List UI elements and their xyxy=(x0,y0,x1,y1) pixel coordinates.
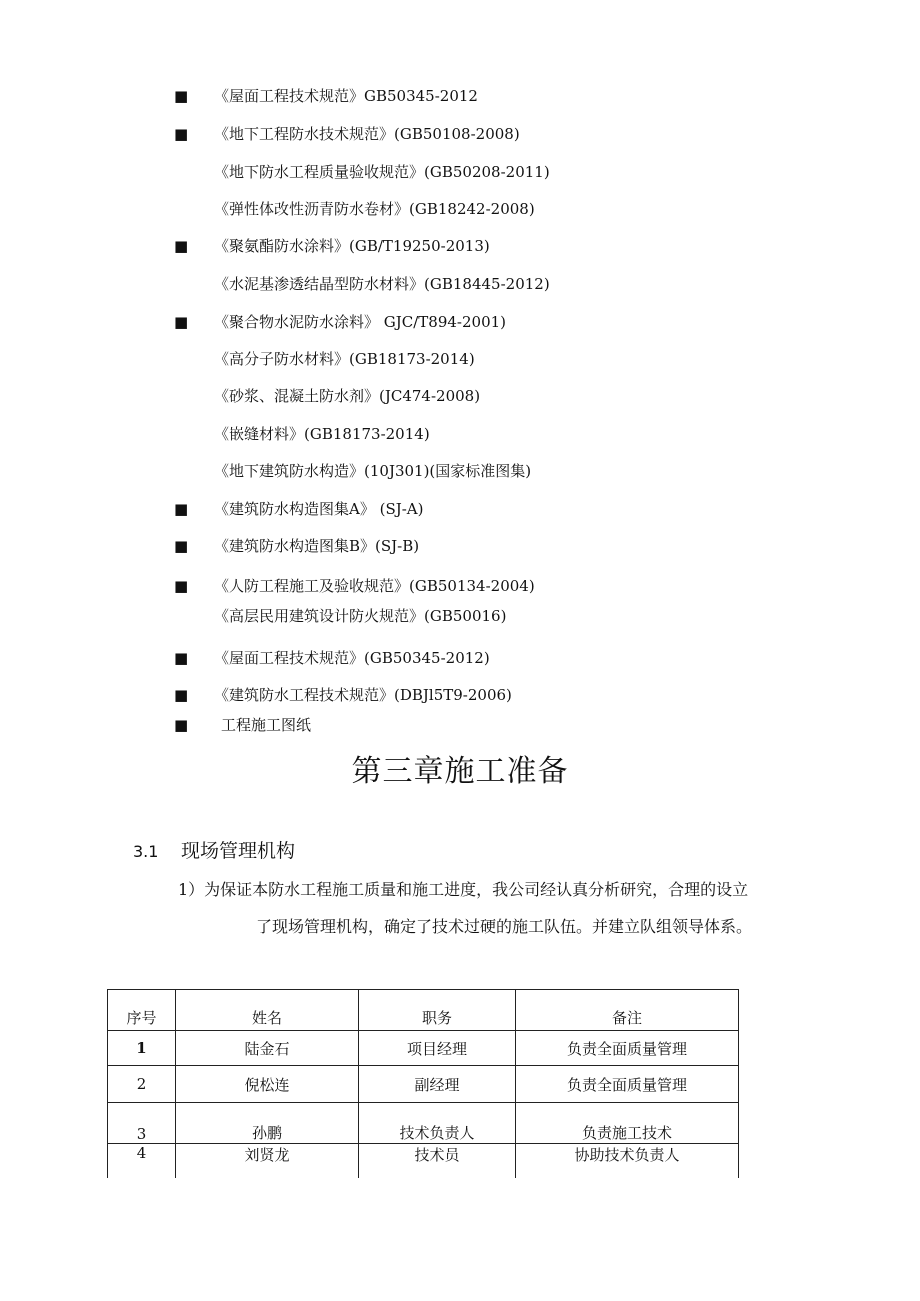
header-cell: 备注 xyxy=(516,990,739,1031)
header-cell: 序号 xyxy=(108,990,176,1031)
bullet-icon: ■ xyxy=(174,716,189,734)
reference-item: 《高层民用建筑设计防火规范》(GB50016) xyxy=(214,607,507,625)
reference-item: 《聚合物水泥防水涂料》 GJC/T894-2001) xyxy=(214,313,507,331)
bullet-icon: ■ xyxy=(174,500,189,518)
reference-item: 《建筑防水工程技术规范》(DBJl5T9-2006) xyxy=(214,686,512,704)
reference-item: 《地下防水工程质量验收规范》(GB50208-2011) xyxy=(214,163,550,181)
table-cell: 陆金石 xyxy=(176,1031,359,1066)
table-row xyxy=(108,1031,739,1066)
section-title: 现场管理机构 xyxy=(181,840,296,862)
bullet-icon: ■ xyxy=(174,537,189,555)
paragraph-line-1: 1）为保证本防水工程施工质量和施工进度，我公司经认真分析研究，合理的设立 xyxy=(178,880,749,899)
staff-table xyxy=(107,989,739,1178)
bullet-icon: ■ xyxy=(174,313,189,331)
chapter-title: 第三章施工准备 xyxy=(351,754,569,789)
reference-item: 《砂浆、混凝土防水剂》(JC474-2008) xyxy=(214,387,481,405)
header-cell: 姓名 xyxy=(176,990,359,1031)
reference-item: 工程施工图纸 xyxy=(221,716,312,734)
table-cell: 孙鹏 xyxy=(176,1103,359,1144)
reference-item: 《水泥基渗透结晶型防水材料》(GB18445-2012) xyxy=(214,275,550,293)
table-cell: 负责全面质量管理 xyxy=(516,1031,739,1066)
section-heading xyxy=(133,838,295,865)
table-cell: 3 xyxy=(108,1103,176,1144)
bullet-icon: ■ xyxy=(174,649,189,667)
bullet-icon: ■ xyxy=(174,87,189,105)
reference-item: 《人防工程施工及验收规范》(GB50134-2004) xyxy=(214,577,535,595)
reference-item: 《地下工程防水技术规范》(GB50108-2008) xyxy=(214,125,520,143)
table-row xyxy=(108,1066,739,1103)
bullet-icon: ■ xyxy=(174,577,189,595)
table-cell: 负责施工技术 xyxy=(516,1103,739,1144)
table-cell: 2 xyxy=(108,1066,176,1103)
reference-item: 《弹性体改性沥青防水卷材》(GB18242-2008) xyxy=(214,200,535,218)
table-row xyxy=(108,1144,739,1179)
section-number: 3.1 xyxy=(133,842,159,861)
bullet-icon: ■ xyxy=(174,125,189,143)
bullet-icon: ■ xyxy=(174,686,189,704)
reference-item: 《聚氨酯防水涂料》(GB/T19250-2013) xyxy=(214,237,490,255)
table-cell: 项目经理 xyxy=(359,1031,516,1066)
table-cell: 4 xyxy=(108,1144,176,1179)
reference-item: 《建筑防水构造图集B》(SJ-B) xyxy=(214,537,420,555)
table-cell: 刘贤龙 xyxy=(176,1144,359,1179)
reference-item: 《地下建筑防水构造》(10J301)(国家标准图集) xyxy=(214,462,532,480)
reference-item: 《建筑防水构造图集A》 (SJ-A) xyxy=(214,500,424,518)
table-row xyxy=(108,1103,739,1144)
table-cell: 协助技术负责人 xyxy=(516,1144,739,1179)
header-cell: 职务 xyxy=(359,990,516,1031)
table-cell: 技术负责人 xyxy=(359,1103,516,1144)
table-cell: 负责全面质量管理 xyxy=(516,1066,739,1103)
table-cell: 技术员 xyxy=(359,1144,516,1179)
bullet-icon: ■ xyxy=(174,237,189,255)
reference-item: 《屋面工程技术规范》(GB50345-2012) xyxy=(214,649,490,667)
table-cell: 1 xyxy=(108,1031,176,1066)
paragraph-line-2: 了现场管理机构，确定了技术过硬的施工队伍。并建立队组领导体系。 xyxy=(256,917,753,936)
reference-item: 《嵌缝材料》(GB18173-2014) xyxy=(214,425,430,443)
table-header-row xyxy=(108,990,739,1031)
reference-item: 《高分子防水材料》(GB18173-2014) xyxy=(214,350,475,368)
table-cell: 副经理 xyxy=(359,1066,516,1103)
reference-item: 《屋面工程技术规范》GB50345-2012 xyxy=(214,87,478,105)
table-cell: 倪松连 xyxy=(176,1066,359,1103)
